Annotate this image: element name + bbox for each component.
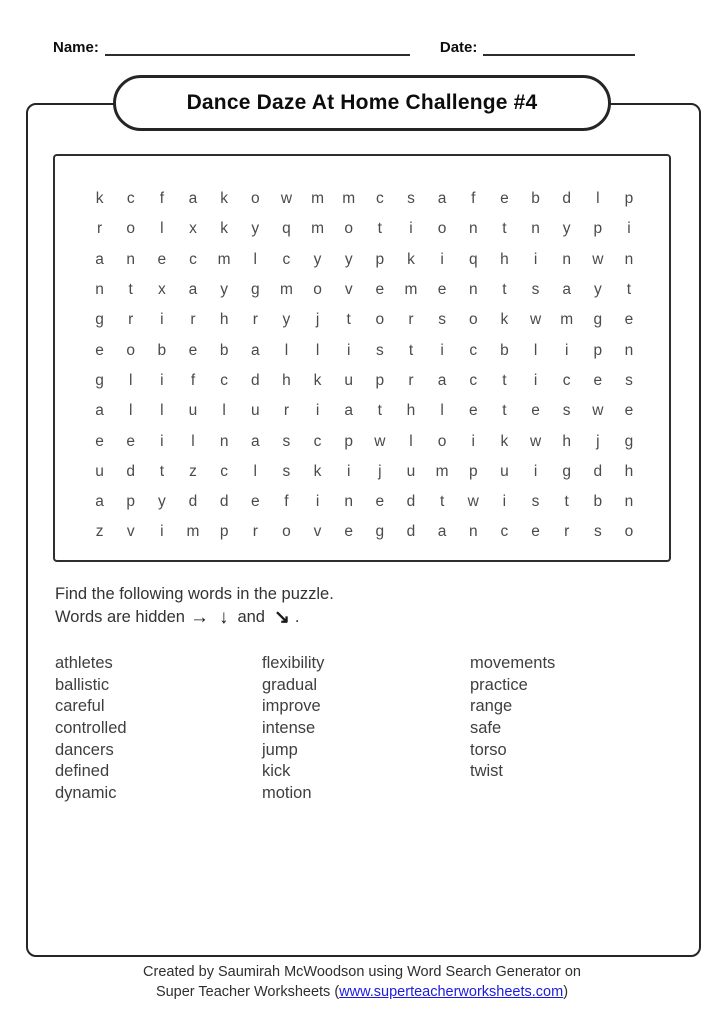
grid-letter: z [95,523,104,541]
word-list-item: defined [55,762,110,781]
grid-letter: d [250,371,260,389]
grid-letter: e [624,311,634,329]
grid-letter: s [282,462,291,480]
grid-letter: s [531,281,540,299]
grid-letter: t [564,493,569,511]
grid-letter: i [502,493,507,511]
grid-letter: y [220,281,228,299]
footer-credit [0,962,724,1002]
grid-letter: p [344,432,353,450]
grid-letter: s [562,402,571,420]
grid-letter: e [531,523,540,541]
grid-letter: p [593,341,603,359]
grid-letter: e [624,402,634,420]
grid-letter: p [219,523,229,541]
grid-letter: e [126,432,136,450]
grid-letter: e [500,190,509,208]
grid-letter: s [438,311,446,329]
grid-letter: l [440,402,444,420]
word-list-item: twist [470,762,503,781]
grid-letter: w [592,402,604,420]
grid-letter: a [250,341,260,359]
grid-letter: m [404,281,418,299]
grid-letter: l [222,402,226,420]
grid-letter: a [95,250,104,268]
grid-letter: e [437,281,447,299]
grid-letter: n [219,432,229,450]
title-banner [113,75,611,131]
word-list-item: controlled [55,719,127,738]
grid-letter: p [624,190,634,208]
grid-letter: c [282,250,291,268]
grid-letter: x [157,281,166,299]
grid-letter: b [593,493,603,511]
grid-letter: i [346,341,351,359]
grid-letter: w [280,190,293,208]
grid-letter: i [409,220,413,238]
grid-letter: n [624,341,634,359]
grid-row [84,457,669,487]
grid-row [84,396,669,426]
grid-letter: d [562,190,571,208]
grid-letter: n [468,281,478,299]
grid-letter: n [624,493,634,511]
grid-letter: m [560,311,574,329]
grid-letter: m [435,462,449,480]
grid-letter: d [126,462,136,480]
grid-letter: q [282,220,291,238]
grid-letter: a [437,190,447,208]
grid-letter: t [439,493,445,511]
grid-letter: o [126,220,136,238]
grid-letter: h [282,371,291,389]
grid-letter: v [126,523,135,541]
grid-letter: l [533,341,538,359]
grid-letter: g [562,462,571,480]
name-blank-line [105,38,410,56]
grid-letter: u [406,462,416,480]
grid-letter: i [315,402,320,420]
word-list-item: torso [470,740,507,759]
grid-letter: b [531,190,540,208]
word-list-item: jump [262,740,298,759]
grid-letter: i [346,462,351,480]
grid-row [84,517,669,547]
grid-letter: y [593,281,602,299]
grid-letter: h [406,402,416,420]
grid-row [84,335,669,365]
grid-letter: s [593,523,602,541]
grid-letter: k [407,250,415,268]
grid-letter: w [592,250,604,268]
grid-letter: e [468,402,478,420]
grid-letter: g [95,371,104,389]
grid-letter: a [95,493,104,511]
footer-line2-prefix: Super Teacher Worksheets ( [155,984,340,1000]
grid-letter: i [315,493,320,511]
grid-letter: n [344,493,353,511]
arrow-right-icon: → [189,607,209,628]
grid-letter: f [159,190,164,208]
instructions-line2-prefix: Words are hidden [55,608,185,626]
grid-letter: o [126,341,136,359]
page-title: Dance Daze At Home Challenge #4 [186,91,538,114]
footer-line2-suffix: ) [563,984,569,1000]
grid-letter: d [406,523,416,541]
grid-letter: r [408,371,414,389]
grid-letter: a [437,523,447,541]
grid-letter: o [344,220,353,238]
grid-letter: i [440,250,444,268]
grid-letter: g [624,432,634,450]
grid-letter: a [344,402,353,420]
grid-letter: u [188,402,198,420]
grid-letter: r [128,311,134,329]
grid-letter: c [469,341,478,359]
grid-letter: k [500,432,509,450]
grid-letter: m [311,220,325,238]
grid-letter: y [313,250,322,268]
grid-letter: f [471,190,476,208]
grid-letter: i [564,341,569,359]
grid-letter: s [282,432,291,450]
and-label: and [237,608,265,626]
grid-letter: o [313,281,322,299]
grid-letter: i [533,371,538,389]
grid-letter: e [375,493,385,511]
grid-letter: r [564,523,570,541]
grid-letter: l [284,341,289,359]
grid-letter: z [189,462,197,480]
grid-letter: k [500,311,509,329]
grid-letter: h [500,250,509,268]
grid-letter: b [157,341,167,359]
grid-letter: o [375,311,385,329]
grid-letter: t [377,402,382,420]
grid-letter: t [502,402,507,420]
grid-letter: n [624,250,634,268]
grid-letter: t [502,220,507,238]
date-label: Date: [439,39,478,56]
grid-letter: g [250,281,260,299]
grid-letter: s [407,190,415,208]
grid-letter: t [408,341,414,359]
grid-letter: n [562,250,571,268]
word-list-item: gradual [262,675,318,694]
grid-row [84,245,669,275]
grid-letter: h [624,462,634,480]
grid-letter: t [346,311,351,329]
grid-row [84,184,669,214]
grid-letter: s [625,371,633,389]
grid-letter: r [252,311,258,329]
grid-letter: u [95,462,104,480]
grid-letter: p [375,371,385,389]
grid-letter: r [408,311,414,329]
date-blank-line [483,38,635,56]
grid-letter: m [311,190,325,208]
grid-letter: l [128,371,133,389]
word-list-item: motion [262,784,312,803]
grid-row [84,305,669,335]
grid-letter: y [157,493,166,511]
grid-letter: p [593,220,603,238]
grid-letter: l [596,190,600,208]
grid-letter: c [313,432,322,450]
grid-letter: g [593,311,603,329]
grid-letter: i [627,220,631,238]
grid-letter: l [315,341,320,359]
grid-letter: o [624,523,634,541]
word-list-item: range [470,697,513,716]
instructions [55,583,334,629]
grid-letter: b [219,341,229,359]
grid-letter: l [128,402,133,420]
name-date-row [53,38,659,56]
grid-letter: s [531,493,540,511]
grid-letter: a [188,190,198,208]
word-list-item: flexibility [262,654,325,672]
grid-letter: i [471,432,475,450]
arrow-down-icon: ↓ [218,607,229,628]
grid-letter: y [251,220,260,238]
grid-letter: w [374,432,386,450]
grid-letter: t [502,281,507,299]
grid-letter: e [531,402,540,420]
footer-line1: Created by Saumirah McWoodson using Word Search Generator on [143,964,581,980]
grid-letter: a [188,281,198,299]
grid-letter: u [344,371,353,389]
grid-letter: d [188,493,198,511]
grid-row [84,487,669,517]
grid-letter: a [95,402,104,420]
grid-letter: n [531,220,540,238]
grid-letter: l [253,250,257,268]
grid-letter: c [126,190,135,208]
grid-letter: c [562,371,571,389]
grid-letter: m [342,190,356,208]
grid-letter: n [468,220,478,238]
word-list-item: kick [262,762,291,781]
grid-letter: k [220,220,228,238]
word-list-item: improve [262,697,321,716]
grid-letter: y [282,311,291,329]
instructions-line2 [55,606,334,629]
grid-letter: f [190,371,196,389]
grid-row [84,214,669,244]
period: . [294,608,300,626]
grid-letter: w [529,432,542,450]
grid-letter: i [160,371,164,389]
grid-letter: a [562,281,571,299]
grid-letter: e [344,523,353,541]
grid-letter: e [593,371,603,389]
footer-line2 [0,982,724,1002]
instructions-line1: Find the following words in the puzzle. [55,585,334,603]
grid-letter: i [160,311,164,329]
grid-letter: a [250,432,260,450]
grid-letter: d [406,493,416,511]
grid-letter: r [96,220,103,238]
grid-letter: l [253,462,257,480]
grid-letter: o [437,432,447,450]
grid-letter: r [190,311,196,329]
grid-letter: p [468,462,478,480]
puzzle-grid-box [53,154,671,562]
grid-letter: m [217,250,231,268]
grid-letter: t [626,281,632,299]
grid-letter: l [191,432,195,450]
grid-letter: n [95,281,104,299]
grid-letter: k [220,190,228,208]
grid-letter: s [375,341,384,359]
grid-letter: i [533,250,538,268]
grid-letter: m [279,281,293,299]
grid-letter: d [593,462,603,480]
grid-letter: x [189,220,197,238]
grid-letter: t [377,220,382,238]
grid-letter: l [409,432,413,450]
grid-letter: c [220,462,228,480]
grid-row [84,426,669,456]
super-teacher-worksheets-link[interactable]: www.superteacherworksheets.com [339,984,564,1000]
grid-letter: q [468,250,478,268]
word-list-item: dancers [55,740,114,759]
grid-letter: l [160,402,164,420]
word-list-item: dynamic [55,784,117,803]
grid-row [84,366,669,396]
arrow-diagonal-icon: ↘ [273,607,290,628]
grid-letter: v [344,281,353,299]
word-list-item: athletes [55,654,113,672]
word-list-column [470,653,555,783]
grid-letter: u [250,402,260,420]
grid-letter: i [160,523,164,541]
grid-letter: t [502,371,507,389]
grid-letter: v [313,523,322,541]
word-list-column [262,653,324,805]
grid-letter: j [596,432,600,450]
grid-letter: j [315,311,320,329]
grid-letter: e [95,432,104,450]
grid-letter: j [378,462,382,480]
grid-letter: r [252,523,258,541]
grid-letter: w [467,493,479,511]
grid-letter: n [126,250,136,268]
word-list-item: safe [470,719,502,738]
grid-letter: u [500,462,509,480]
grid-letter: y [344,250,353,268]
letter-grid [84,184,669,548]
grid-letter: p [375,250,385,268]
grid-letter: i [533,462,538,480]
grid-row [84,275,669,305]
grid-letter: e [95,341,104,359]
grid-letter: k [313,371,322,389]
grid-letter: e [250,493,260,511]
grid-letter: g [95,311,104,329]
grid-letter: o [282,523,291,541]
grid-letter: o [437,220,447,238]
grid-letter: c [469,371,478,389]
grid-letter: c [189,250,197,268]
grid-letter: t [128,281,133,299]
grid-letter: o [468,311,478,329]
grid-letter: a [437,371,447,389]
grid-letter: h [562,432,571,450]
word-list-item: practice [470,675,528,694]
grid-letter: e [375,281,385,299]
word-list-item: movements [470,654,556,672]
grid-letter: c [220,371,228,389]
grid-letter: m [186,523,200,541]
grid-letter: b [500,341,509,359]
grid-letter: r [283,402,289,420]
grid-letter: o [250,190,260,208]
grid-letter: w [529,311,542,329]
word-list-column [55,653,127,805]
grid-letter: e [157,250,167,268]
grid-letter: p [126,493,136,511]
grid-letter: i [440,341,444,359]
word-list-item: careful [55,697,105,716]
grid-letter: n [468,523,478,541]
grid-letter: c [375,190,384,208]
grid-letter: k [95,190,104,208]
grid-letter: k [313,462,322,480]
grid-letter: y [562,220,571,238]
word-list-item: intense [262,719,316,738]
grid-letter: l [160,220,164,238]
grid-letter: t [159,462,164,480]
grid-letter: e [188,341,198,359]
grid-letter: d [219,493,229,511]
word-list-item: ballistic [55,675,110,694]
grid-letter: i [160,432,164,450]
grid-letter: h [219,311,229,329]
name-label: Name: [53,39,99,56]
grid-letter: c [500,523,509,541]
grid-letter: g [375,523,385,541]
grid-letter: f [284,493,289,511]
